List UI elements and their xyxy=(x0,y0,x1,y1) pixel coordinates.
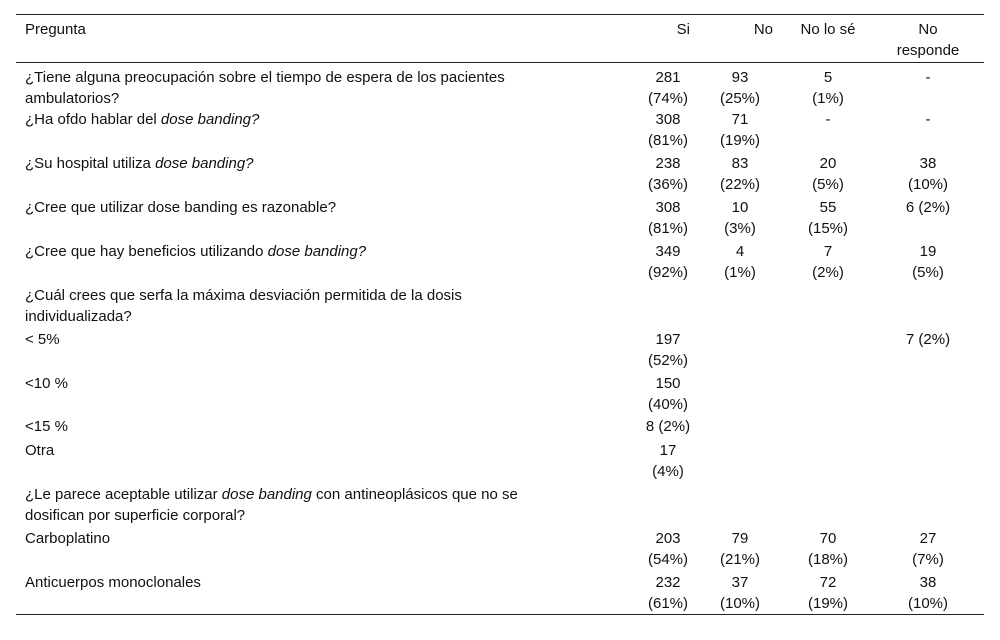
question-cell xyxy=(16,110,640,131)
nls-pct: (19%) xyxy=(807,594,848,612)
no-cell xyxy=(696,110,784,151)
si-cell xyxy=(640,110,696,151)
header-no-responde xyxy=(872,20,984,61)
no-pct: (10%) xyxy=(719,594,760,612)
header-si: Si xyxy=(676,21,690,38)
si-count: 238 xyxy=(655,155,681,172)
survey-table xyxy=(16,14,984,615)
question-cell xyxy=(16,242,640,263)
si-pct: (36%) xyxy=(647,175,688,193)
question-text-cont: ambulatorios? xyxy=(25,89,120,107)
no-pct: (25%) xyxy=(719,89,760,107)
si-pct: (81%) xyxy=(647,219,688,237)
option-cell xyxy=(16,441,640,462)
no-count: 37 xyxy=(731,574,749,591)
nr-pct: (10%) xyxy=(907,594,948,612)
nls-count: 5 xyxy=(823,69,833,86)
si-cell xyxy=(640,441,696,482)
option-text: Anticuerpos monoclonales xyxy=(25,574,201,591)
header-no-responde-line2: responde xyxy=(896,41,960,59)
nls-cell xyxy=(784,198,872,239)
si-pct: (52%) xyxy=(647,351,688,369)
nr-cell xyxy=(872,330,984,351)
table-row xyxy=(16,482,984,526)
question-text: ¿Su hospital utiliza xyxy=(25,155,156,172)
nr-pct: (5%) xyxy=(912,263,944,281)
nls-count: 72 xyxy=(819,574,837,591)
nr-count: 38 xyxy=(919,574,937,591)
option-cell xyxy=(16,573,640,594)
si-pct: (92%) xyxy=(647,263,688,281)
no-count: 4 xyxy=(735,243,745,260)
si-pct: (4%) xyxy=(652,462,684,480)
nr-cell xyxy=(872,68,984,89)
no-cell xyxy=(696,154,784,195)
si-count: 308 xyxy=(655,199,681,216)
option-text: <15 % xyxy=(25,418,68,435)
question-text: ¿Cuál crees que serfa la máxima desviación permitida de la dosis xyxy=(25,287,462,304)
question-cell xyxy=(16,286,640,327)
option-text: Otra xyxy=(25,442,55,459)
table-row xyxy=(16,239,984,283)
option-cell xyxy=(16,529,640,550)
si-count: 349 xyxy=(655,243,681,260)
nr-count: 27 xyxy=(919,530,937,547)
no-pct: (22%) xyxy=(719,175,760,193)
si-pct: (54%) xyxy=(647,550,688,568)
si-pct: (61%) xyxy=(647,594,688,612)
si-count: 308 xyxy=(655,111,681,128)
nls-cell xyxy=(784,154,872,195)
option-cell xyxy=(16,374,640,395)
nr-count: 7 (2%) xyxy=(905,331,951,348)
question-text: ¿Tiene alguna preocupación sobre el tiempo de espera de los pacientes xyxy=(25,69,505,86)
nr-cell xyxy=(872,154,984,195)
no-cell xyxy=(696,529,784,570)
si-cell xyxy=(640,417,696,438)
table-row xyxy=(16,151,984,195)
si-pct: (40%) xyxy=(647,395,688,413)
nls-pct: (18%) xyxy=(807,550,848,568)
nr-count: 38 xyxy=(919,155,937,172)
nls-count: 20 xyxy=(819,155,837,172)
si-count: 203 xyxy=(655,530,681,547)
table-row xyxy=(16,526,984,570)
nls-cell xyxy=(784,110,872,131)
si-cell xyxy=(640,154,696,195)
question-term: dose banding? xyxy=(160,111,260,128)
nls-count: - xyxy=(825,111,831,128)
table-row xyxy=(16,107,984,151)
nr-count: 6 (2%) xyxy=(905,199,951,216)
nr-count: - xyxy=(925,69,931,86)
no-pct: (21%) xyxy=(719,550,760,568)
question-text: ¿Cree que utilizar dose banding es razonable? xyxy=(25,199,337,216)
table-row xyxy=(16,371,984,415)
header-no: No xyxy=(753,21,773,38)
si-count: 197 xyxy=(655,331,681,348)
no-pct: (1%) xyxy=(724,263,756,281)
question-term: dose banding xyxy=(221,486,312,503)
option-text: < 5% xyxy=(25,331,60,348)
si-pct: (81%) xyxy=(647,131,688,149)
nls-cell xyxy=(784,573,872,614)
si-count: 8 (2%) xyxy=(645,418,691,435)
nls-count: 55 xyxy=(819,199,837,216)
table-header-row xyxy=(16,15,984,63)
no-count: 71 xyxy=(731,111,749,128)
nls-pct: (5%) xyxy=(812,175,844,193)
si-count: 281 xyxy=(655,69,681,86)
no-cell xyxy=(696,242,784,283)
nr-cell xyxy=(872,198,984,219)
no-cell xyxy=(696,68,784,109)
no-count: 79 xyxy=(731,530,749,547)
si-cell xyxy=(640,198,696,239)
si-count: 17 xyxy=(659,442,677,459)
no-cell xyxy=(696,573,784,614)
table-row xyxy=(16,415,984,438)
si-cell xyxy=(640,68,696,109)
question-cell xyxy=(16,198,640,219)
question-text: ¿Le parece aceptable utilizar xyxy=(25,486,222,503)
table-row xyxy=(16,570,984,614)
question-text-cont: dosifican por superficie corporal? xyxy=(25,506,246,524)
option-cell xyxy=(16,417,640,438)
nls-cell xyxy=(784,529,872,570)
nr-pct: (10%) xyxy=(907,175,948,193)
si-cell xyxy=(640,330,696,371)
option-cell xyxy=(16,330,640,351)
question-term: dose banding? xyxy=(267,243,367,260)
no-cell xyxy=(696,198,784,239)
table-row xyxy=(16,283,984,327)
nr-pct: (7%) xyxy=(912,550,944,568)
table-row xyxy=(16,195,984,239)
question-text: ¿Ha ofdo hablar del xyxy=(25,111,161,128)
si-cell xyxy=(640,374,696,415)
nr-cell xyxy=(872,110,984,131)
question-text-cont: individualizada? xyxy=(25,307,132,325)
si-cell xyxy=(640,529,696,570)
si-cell xyxy=(640,573,696,614)
nr-cell xyxy=(872,529,984,570)
nr-count: 19 xyxy=(919,243,937,260)
no-pct: (3%) xyxy=(724,219,756,237)
question-cell xyxy=(16,485,640,526)
nr-cell xyxy=(872,573,984,614)
nls-pct: (2%) xyxy=(812,263,844,281)
nls-cell xyxy=(784,68,872,109)
question-text-post: con antineoplásicos que no se xyxy=(311,486,518,503)
header-no-responde-line1: No xyxy=(918,21,938,38)
no-count: 10 xyxy=(731,199,749,216)
si-cell xyxy=(640,242,696,283)
si-count: 150 xyxy=(655,375,681,392)
nls-cell xyxy=(784,242,872,283)
header-question: Pregunta xyxy=(25,21,86,38)
table-row xyxy=(16,327,984,371)
no-count: 93 xyxy=(731,69,749,86)
option-text: Carboplatino xyxy=(25,530,111,547)
nls-count: 70 xyxy=(819,530,837,547)
question-cell xyxy=(16,68,640,109)
si-pct: (74%) xyxy=(647,89,688,107)
nls-count: 7 xyxy=(823,243,833,260)
option-text: <10 % xyxy=(25,375,68,392)
no-count: 83 xyxy=(731,155,749,172)
table-row xyxy=(16,63,984,107)
nls-pct: (1%) xyxy=(812,89,844,107)
header-no-lo-se: No lo sé xyxy=(800,21,856,38)
question-cell xyxy=(16,154,640,175)
table-row xyxy=(16,438,984,482)
no-pct: (19%) xyxy=(719,131,760,149)
question-term: dose banding? xyxy=(155,155,254,172)
si-count: 232 xyxy=(655,574,681,591)
nls-pct: (15%) xyxy=(807,219,848,237)
nr-count: - xyxy=(925,111,931,128)
question-text: ¿Cree que hay beneficios utilizando xyxy=(25,243,268,260)
nr-cell xyxy=(872,242,984,283)
